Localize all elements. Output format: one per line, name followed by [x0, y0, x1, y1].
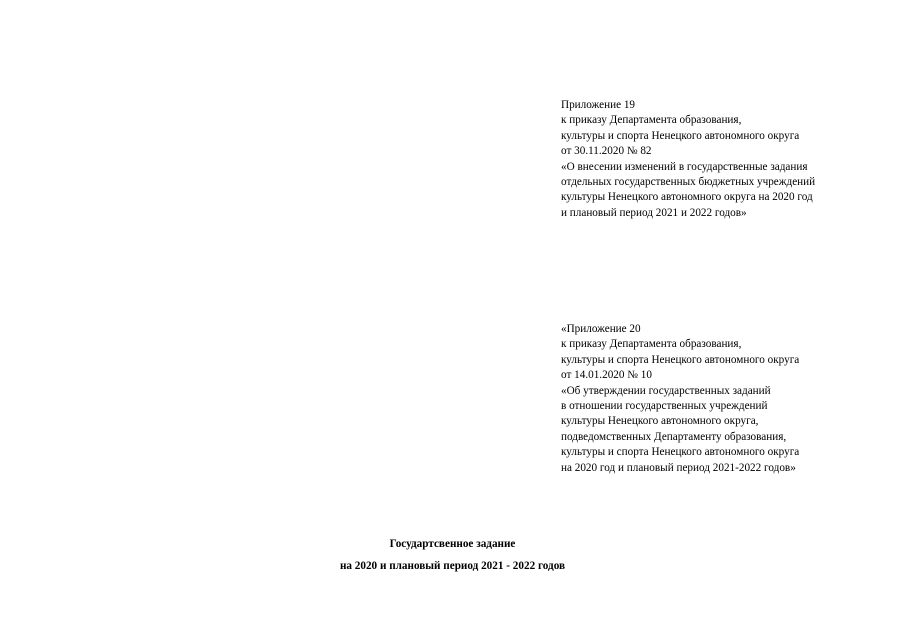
document-period: на 2020 и плановый период 2021 - 2022 годов	[339, 560, 566, 572]
appendix-20-line: «Об утверждении государственных заданий	[561, 384, 771, 397]
appendix-19-line: от 30.11.2020 № 82	[561, 145, 652, 158]
appendix-19-line: и плановый период 2021 и 2022 годов»	[561, 206, 747, 219]
appendix-19-line: культуры Ненецкого автономного округа на 2020 год	[561, 191, 813, 204]
appendix-20-line: культуры и спорта Ненецкого автономного округа	[561, 446, 800, 459]
appendix-20-header	[561, 322, 799, 476]
appendix-20-line: от 14.01.2020 № 10	[561, 369, 652, 382]
appendix-19-line: отдельных государственных бюджетных учреждений	[561, 176, 816, 189]
appendix-19-line: к приказу Департамента образования,	[561, 114, 742, 127]
appendix-20-line: «Приложение 20	[561, 323, 641, 335]
appendix-20-line: культуры Ненецкого автономного округа,	[561, 415, 759, 428]
appendix-20-line: к приказу Департамента образования,	[561, 338, 742, 351]
appendix-19-line: Приложение 19	[561, 99, 636, 111]
appendix-20-line: подведомственных Департаменту образования,	[561, 430, 787, 443]
document-title: Государтсвенное задание	[389, 538, 516, 550]
appendix-20-line: культуры и спорта Ненецкого автономного округа	[561, 353, 800, 366]
appendix-20-line: на 2020 год и плановый период 2021-2022 годов»	[561, 461, 796, 474]
appendix-19-line: культуры и спорта Ненецкого автономного округа	[561, 129, 800, 142]
appendix-19-line: «О внесении изменений в государственные задания	[561, 160, 808, 173]
appendix-20-line: в отношении государственных учреждений	[561, 400, 768, 413]
appendix-19-header	[561, 98, 815, 221]
